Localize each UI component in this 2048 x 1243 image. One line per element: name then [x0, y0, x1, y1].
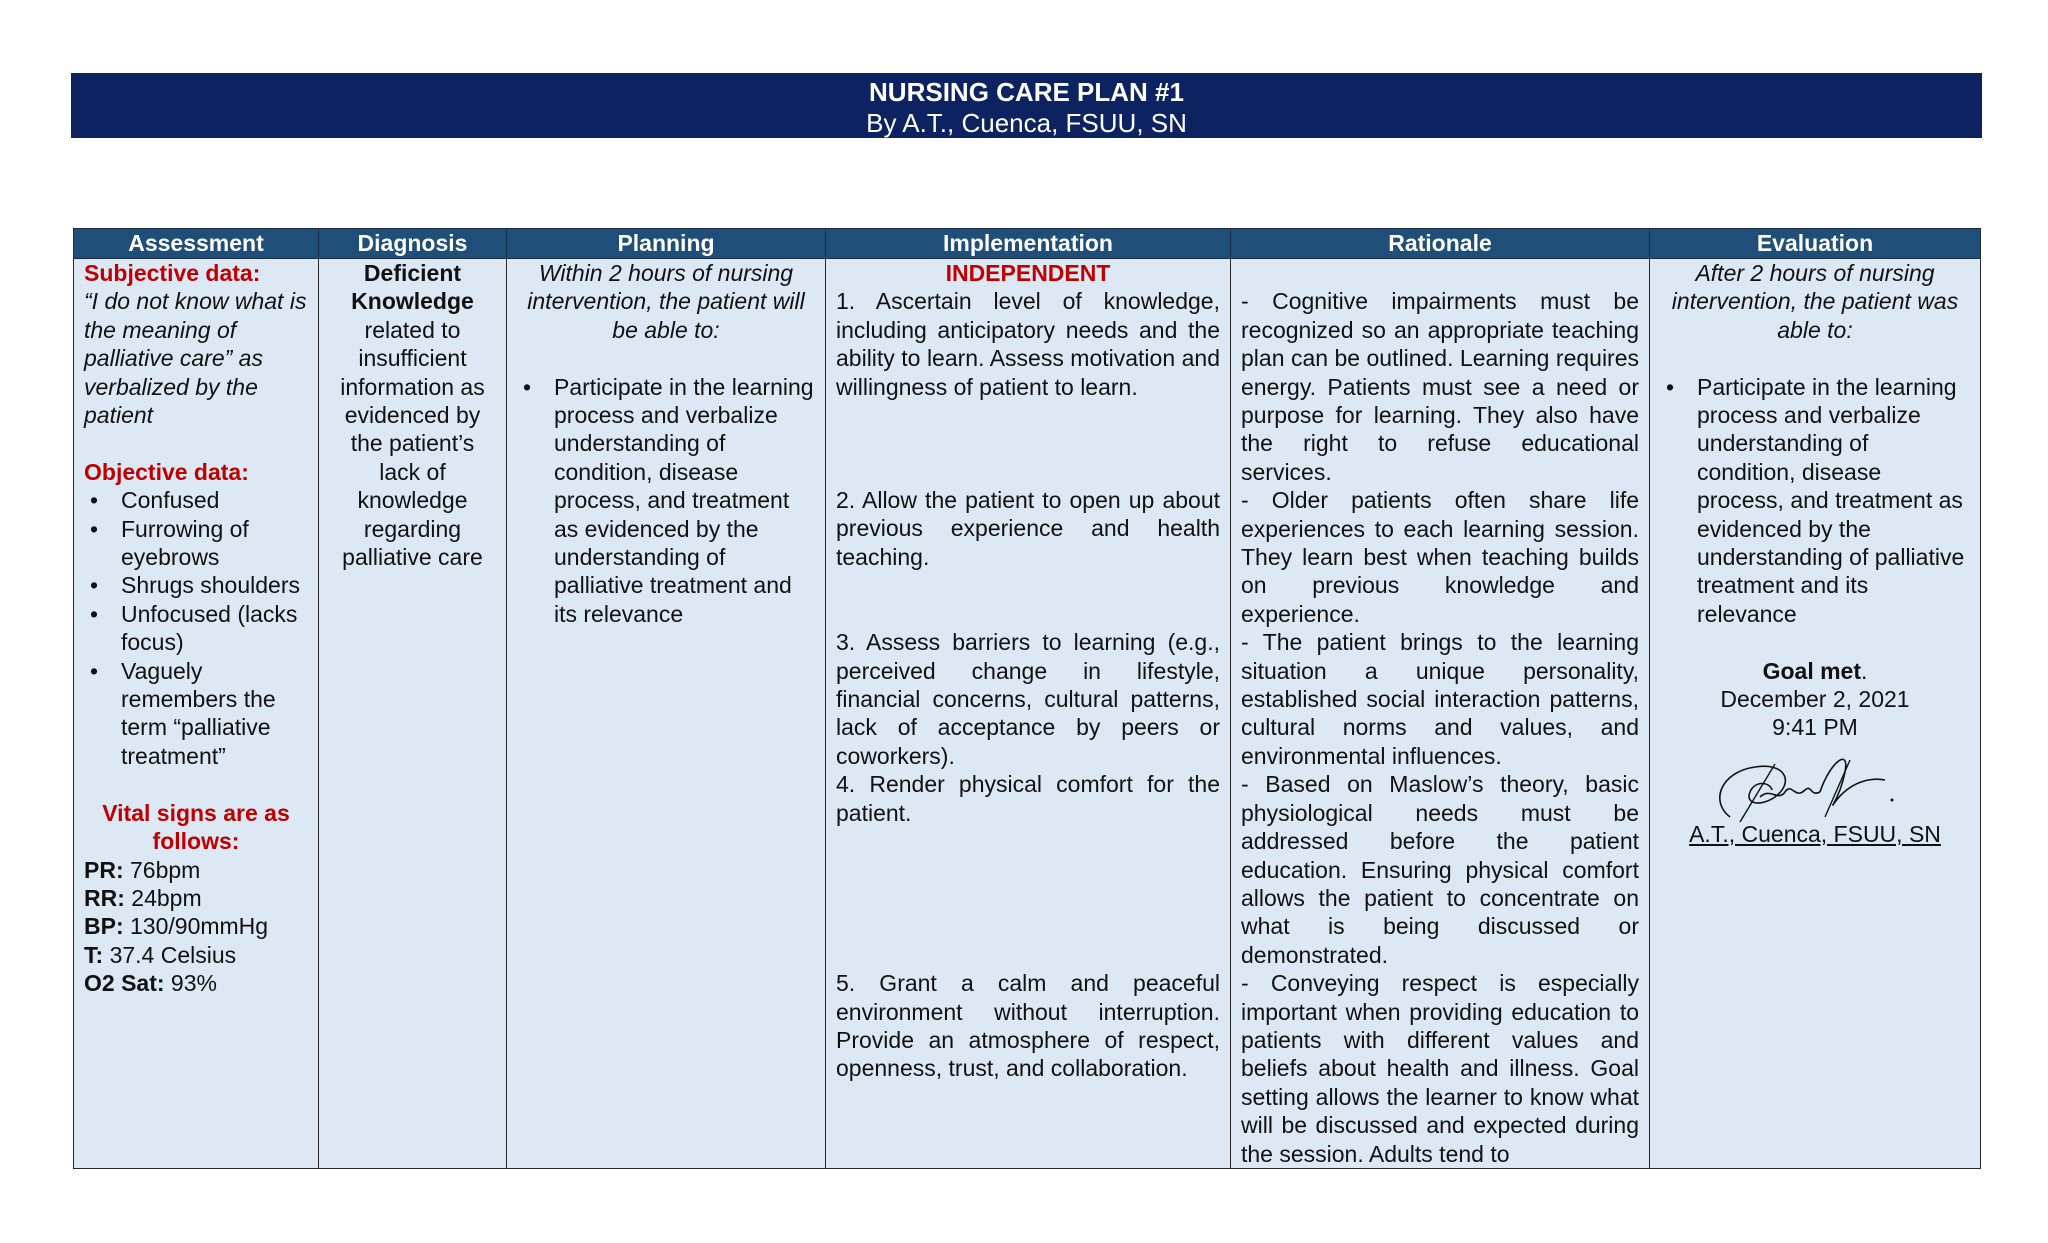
list-item: • Shrugs shoulders: [121, 571, 308, 599]
implementation-cell: [826, 259, 1231, 1169]
intervention-4: 4. Render physical comfort for the patient.: [836, 771, 1220, 826]
subjective-quote: “I do not know what is the meaning of palliative care” as verbalized by the patient: [84, 288, 307, 429]
plan-row: [74, 259, 1981, 1169]
subjective-heading: Subjective data:: [84, 260, 261, 286]
planning-goals: [517, 373, 815, 629]
goal-status: Goal met.: [1762, 657, 1868, 684]
column-header-rationale: Rationale: [1231, 229, 1650, 259]
vital-o2sat: O2 Sat: 93%: [84, 970, 217, 997]
column-header-implementation: Implementation: [826, 229, 1231, 259]
rationale-1: - Cognitive impairments must be recognized so an appropriate teaching plan can be outlined. Learning requires energy. Patients must see a need or purpose for learning. They also have the right to refuse educational services.: [1241, 288, 1639, 485]
objective-list: [84, 486, 308, 770]
diagnosis-text: related to insufficient information as evidenced by the patient’s lack of knowledge regarding palliative care: [340, 316, 485, 571]
vital-bp: BP: 130/90mmHg: [84, 913, 269, 940]
list-item: • Furrowing of eyebrows: [121, 515, 308, 572]
rationale-cell: [1231, 259, 1650, 1169]
document-title: NURSING CARE PLAN #1: [869, 77, 1184, 107]
column-header-evaluation: Evaluation: [1650, 229, 1981, 259]
signature-name: A.T., Cuenca, FSUU, SN: [1689, 820, 1941, 847]
intervention-3: 3. Assess barriers to learning (e.g., perceived change in lifestyle, financial concerns, cultural patterns, lack of acceptance by peers or coworkers).: [836, 629, 1220, 769]
evaluation-cell: [1650, 259, 1981, 1169]
rationale-4: - Based on Maslow’s theory, basic physiological needs must be addressed before the patient education. Ensuring physical comfort allows the patient to concentrate on what is being discussed or demonstrated.: [1241, 771, 1639, 968]
column-header-assessment: Assessment: [74, 229, 319, 259]
signature-scribble-icon: [1700, 742, 1900, 842]
list-item: • Participate in the learning process and verbalize understanding of condition, disease process, and treatment as evidenced by the understanding of palliative treatment and its relevance: [554, 373, 815, 629]
vital-pr: PR: 76bpm: [84, 856, 201, 883]
intervention-2: 2. Allow the patient to open up about previous experience and health teaching.: [836, 487, 1220, 570]
planning-cell: [507, 259, 826, 1169]
list-item: • Vaguely remembers the term “palliative treatment”: [121, 657, 308, 771]
evaluation-outcomes: [1660, 373, 1970, 629]
assessment-cell: [74, 259, 319, 1169]
care-plan-table: [73, 228, 1981, 1169]
intervention-5: 5. Grant a calm and peaceful environment without interruption. Provide an atmosphere of respect, openness, trust, and collaboration.: [836, 970, 1220, 1082]
column-header-planning: Planning: [507, 229, 826, 259]
signature-image: [1660, 742, 1970, 820]
vital-temp: T: 37.4 Celsius: [84, 941, 237, 968]
rationale-3: - The patient brings to the learning situation a unique personality, established social interaction patterns, cultural norms and values, and environmental influences.: [1241, 629, 1639, 769]
document-subtitle: By A.T., Cuenca, FSUU, SN: [866, 108, 1187, 138]
rationale-2: - Older patients often share life experiences to each learning session. They learn best when teaching builds on previous knowledge and experience.: [1241, 487, 1639, 627]
diagnosis-label: Deficient Knowledge: [351, 260, 474, 315]
evaluation-date: December 2, 2021: [1720, 686, 1910, 713]
evaluation-time: 9:41 PM: [1772, 714, 1858, 741]
list-item: • Unfocused (lacks focus): [121, 600, 308, 657]
header-row: [74, 229, 1981, 259]
column-header-diagnosis: Diagnosis: [319, 229, 507, 259]
vitals-heading: Vital signs are as follows:: [102, 799, 290, 855]
evaluation-intro: After 2 hours of nursing intervention, the patient was able to:: [1671, 260, 1959, 343]
implementation-heading: INDEPENDENT: [945, 260, 1111, 286]
planning-intro: Within 2 hours of nursing intervention, the patient will be able to:: [527, 260, 805, 343]
rationale-5: - Conveying respect is especially important when providing education to patients with different values and beliefs about health and illness. Goal setting allows the learner to know what will be discussed and expected during the session. Adults tend to: [1241, 970, 1639, 1167]
objective-heading: Objective data:: [84, 458, 249, 485]
title-banner: [71, 73, 1982, 138]
intervention-1: 1. Ascertain level of knowledge, including anticipatory needs and the ability to learn. Assess motivation and willingness of patient to learn.: [836, 288, 1220, 400]
diagnosis-cell: [319, 259, 507, 1169]
list-item: • Confused: [121, 486, 308, 514]
vital-rr: RR: 24bpm: [84, 884, 202, 911]
list-item: • Participate in the learning process and verbalize understanding of condition, disease process, and treatment as evidenced by the understanding of palliative treatment and its relevance: [1697, 373, 1970, 629]
